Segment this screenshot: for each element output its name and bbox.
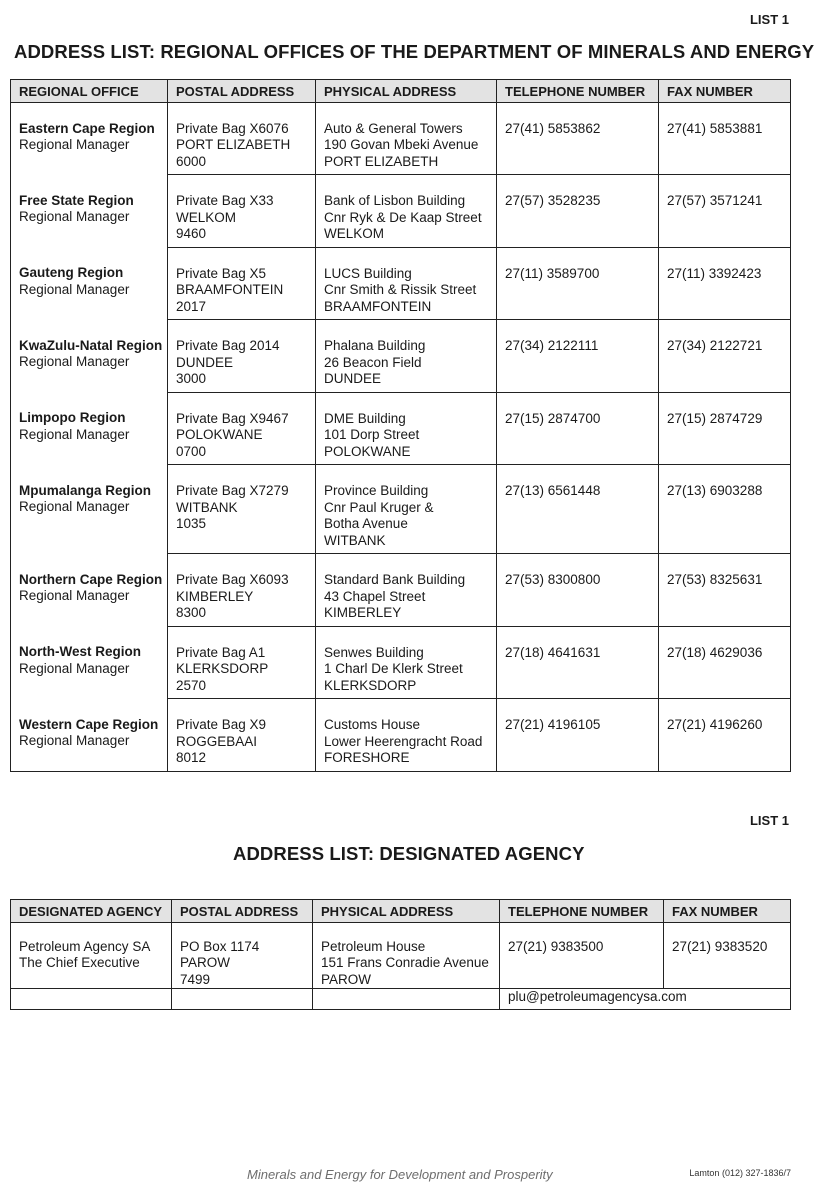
table-row (11, 626, 791, 699)
postal-address-cell (168, 626, 316, 699)
postal-line: 1035 (176, 516, 207, 531)
physical-line: FORESHORE (324, 750, 410, 765)
region-role: Regional Manager (19, 137, 130, 152)
table-row (11, 465, 791, 554)
table-row (11, 175, 791, 248)
postal-line: Private Bag X6093 (176, 572, 289, 587)
postal-line: 9460 (176, 226, 207, 241)
region-role: Regional Manager (19, 209, 130, 224)
physical-address-cell (316, 626, 497, 699)
physical-line: 151 Frans Conradie Avenue (321, 955, 489, 970)
regional-office-cell (11, 699, 168, 772)
empty-cell (172, 989, 313, 1010)
postal-line: PAROW (180, 955, 230, 970)
postal-address-cell (168, 247, 316, 320)
regional-office-cell (11, 554, 168, 627)
region-role: Regional Manager (19, 281, 130, 297)
postal-line: 7499 (180, 971, 211, 987)
postal-address-cell (168, 465, 316, 554)
physical-address-cell (316, 465, 497, 554)
fax-cell: 27(11) 3392423 (659, 247, 791, 320)
region-name: Northern Cape Region (19, 571, 163, 587)
table-row (11, 392, 791, 465)
region-name: North-West Region (19, 644, 141, 659)
regional-office-cell (11, 626, 168, 699)
region-role: Regional Manager (19, 733, 130, 748)
postal-line: KIMBERLEY (176, 588, 254, 604)
regional-office-cell (11, 392, 168, 465)
fax-cell: 27(41) 5853881 (659, 102, 791, 175)
header-agency-telephone-number: TELEPHONE NUMBER (500, 900, 664, 923)
postal-line: Private Bag X33 (176, 193, 274, 208)
region-name: Eastern Cape Region (19, 120, 155, 136)
header-fax-number: FAX NUMBER (659, 80, 791, 103)
header-agency-postal-address: POSTAL ADDRESS (172, 900, 313, 923)
physical-address-cell (316, 320, 497, 393)
telephone-cell: 27(41) 5853862 (497, 102, 659, 175)
physical-line: Province Building (324, 483, 429, 498)
fax-cell: 27(53) 8325631 (659, 554, 791, 627)
agency-physical-cell (313, 922, 500, 989)
header-agency-physical-address: PHYSICAL ADDRESS (313, 900, 500, 923)
printer-credit: Lamton (012) 327-1836/7 (689, 1168, 791, 1178)
postal-line: PORT ELIZABETH (176, 137, 291, 152)
physical-line: Cnr Ryk & De Kaap Street (324, 209, 482, 225)
telephone-cell: 27(15) 2874700 (497, 392, 659, 465)
physical-address-cell (316, 102, 497, 175)
physical-line: Customs House (324, 717, 421, 732)
fax-cell: 27(15) 2874729 (659, 392, 791, 465)
fax-cell: 27(18) 4629036 (659, 626, 791, 699)
region-name: Gauteng Region (19, 265, 124, 280)
region-role: Regional Manager (19, 499, 130, 514)
postal-line: 3000 (176, 371, 207, 386)
header-regional-office: REGIONAL OFFICE (11, 80, 168, 103)
physical-line: LUCS Building (324, 265, 412, 281)
physical-address-cell (316, 392, 497, 465)
postal-line: WITBANK (176, 499, 238, 515)
table-row (11, 554, 791, 627)
physical-line: Phalana Building (324, 338, 426, 353)
physical-line: Botha Avenue (324, 516, 408, 531)
regional-office-cell (11, 102, 168, 175)
regional-offices-title: ADDRESS LIST: REGIONAL OFFICES OF THE DEPARTMENT OF MINERALS AND ENERGY (14, 41, 815, 62)
physical-line: 1 Charl De Klerk Street (324, 661, 463, 676)
physical-line: Senwes Building (324, 644, 424, 660)
table-row (11, 247, 791, 320)
physical-line: PAROW (321, 971, 371, 987)
fax-cell: 27(13) 6903288 (659, 465, 791, 554)
agency-table-header (11, 900, 791, 923)
agency-fax-cell: 27(21) 9383520 (664, 922, 791, 989)
table-row (11, 102, 791, 175)
telephone-cell: 27(34) 2122111 (497, 320, 659, 393)
postal-line: Private Bag X9 (176, 717, 267, 732)
region-role: Regional Manager (19, 588, 130, 603)
empty-cell (313, 989, 500, 1010)
physical-line: WITBANK (324, 532, 386, 548)
regional-office-cell (11, 320, 168, 393)
postal-line: Private Bag X7279 (176, 483, 289, 498)
postal-line: Private Bag X5 (176, 265, 267, 281)
physical-line: Standard Bank Building (324, 572, 466, 587)
fax-cell: 27(57) 3571241 (659, 175, 791, 248)
postal-line: KLERKSDORP (176, 661, 269, 676)
physical-line: 43 Chapel Street (324, 588, 426, 604)
table-row (11, 320, 791, 393)
physical-line: KLERKSDORP (324, 677, 417, 693)
physical-address-cell (316, 175, 497, 248)
header-agency-fax-number: FAX NUMBER (664, 900, 791, 923)
postal-line: ROGGEBAAI (176, 733, 258, 749)
physical-address-cell (316, 247, 497, 320)
postal-address-cell (168, 699, 316, 772)
region-name: Limpopo Region (19, 410, 126, 425)
telephone-cell: 27(11) 3589700 (497, 247, 659, 320)
telephone-cell: 27(13) 6561448 (497, 465, 659, 554)
postal-line: POLOKWANE (176, 427, 263, 442)
postal-line: DUNDEE (176, 354, 234, 370)
designated-agency-title: ADDRESS LIST: DESIGNATED AGENCY (233, 843, 585, 864)
postal-address-cell (168, 392, 316, 465)
postal-line: 8012 (176, 750, 207, 765)
agency-contact-role: The Chief Executive (19, 955, 140, 970)
fax-cell: 27(34) 2122721 (659, 320, 791, 393)
postal-line: BRAAMFONTEIN (176, 282, 284, 297)
table-row (11, 922, 791, 989)
table-row (11, 989, 791, 1010)
telephone-cell: 27(18) 4641631 (497, 626, 659, 699)
postal-line: Private Bag 2014 (176, 338, 280, 353)
postal-line: 0700 (176, 443, 207, 459)
physical-line: 190 Govan Mbeki Avenue (324, 137, 479, 152)
agency-email: plu@petroleumagencysa.com (500, 989, 791, 1010)
list-label-agency: LIST 1 (749, 813, 789, 828)
postal-line: 2570 (176, 677, 207, 693)
postal-line: 6000 (176, 153, 207, 169)
telephone-cell: 27(21) 4196105 (497, 699, 659, 772)
physical-line: 26 Beacon Field (324, 354, 422, 370)
fax-cell: 27(21) 4196260 (659, 699, 791, 772)
physical-address-cell (316, 554, 497, 627)
table-row (11, 699, 791, 772)
region-role: Regional Manager (19, 354, 130, 369)
postal-line: Private Bag X9467 (176, 410, 289, 426)
agency-name-cell (11, 922, 172, 989)
regional-office-cell (11, 247, 168, 320)
telephone-cell: 27(53) 8300800 (497, 554, 659, 627)
regional-offices-table (10, 79, 791, 772)
physical-line: BRAAMFONTEIN (324, 298, 432, 314)
region-name: Western Cape Region (19, 716, 159, 732)
region-role: Regional Manager (19, 660, 130, 676)
physical-line: DME Building (324, 410, 406, 426)
telephone-cell: 27(57) 3528235 (497, 175, 659, 248)
physical-line: POLOKWANE (324, 443, 411, 459)
region-name: Mpumalanga Region (19, 482, 152, 498)
header-designated-agency: DESIGNATED AGENCY (11, 900, 172, 923)
physical-line: PORT ELIZABETH (324, 153, 439, 169)
postal-address-cell (168, 175, 316, 248)
list-label-top: LIST 1 (749, 12, 789, 27)
agency-telephone-cell: 27(21) 9383500 (500, 922, 664, 989)
physical-line: WELKOM (324, 226, 385, 241)
physical-line: Cnr Paul Kruger & (324, 499, 434, 515)
regional-office-cell (11, 465, 168, 554)
agency-name: Petroleum Agency SA (19, 938, 151, 954)
physical-line: Cnr Smith & Rissik Street (324, 282, 477, 297)
regional-table-header (11, 80, 791, 103)
header-postal-address: POSTAL ADDRESS (168, 80, 316, 103)
postal-address-cell (168, 102, 316, 175)
footer-slogan: Minerals and Energy for Development and Prosperity (247, 1167, 553, 1182)
postal-address-cell (168, 554, 316, 627)
physical-address-cell (316, 699, 497, 772)
region-role: Regional Manager (19, 426, 130, 442)
region-name: KwaZulu-Natal Region (19, 337, 163, 353)
physical-line: 101 Dorp Street (324, 427, 420, 442)
postal-line: 2017 (176, 298, 207, 314)
physical-line: Petroleum House (321, 938, 426, 954)
empty-cell (11, 989, 172, 1010)
postal-line: Private Bag A1 (176, 644, 266, 660)
designated-agency-table (10, 899, 791, 1010)
physical-line: Lower Heerengracht Road (324, 733, 483, 749)
physical-line: DUNDEE (324, 371, 382, 386)
agency-postal-cell (172, 922, 313, 989)
postal-address-cell (168, 320, 316, 393)
postal-line: WELKOM (176, 209, 237, 225)
postal-line: 8300 (176, 605, 207, 620)
postal-line: PO Box 1174 (180, 938, 260, 954)
region-name: Free State Region (19, 192, 134, 208)
header-telephone-number: TELEPHONE NUMBER (497, 80, 659, 103)
postal-line: Private Bag X6076 (176, 120, 289, 136)
physical-line: Bank of Lisbon Building (324, 193, 466, 208)
regional-office-cell (11, 175, 168, 248)
physical-line: Auto & General Towers (324, 120, 463, 136)
physical-line: KIMBERLEY (324, 605, 402, 620)
header-physical-address: PHYSICAL ADDRESS (316, 80, 497, 103)
